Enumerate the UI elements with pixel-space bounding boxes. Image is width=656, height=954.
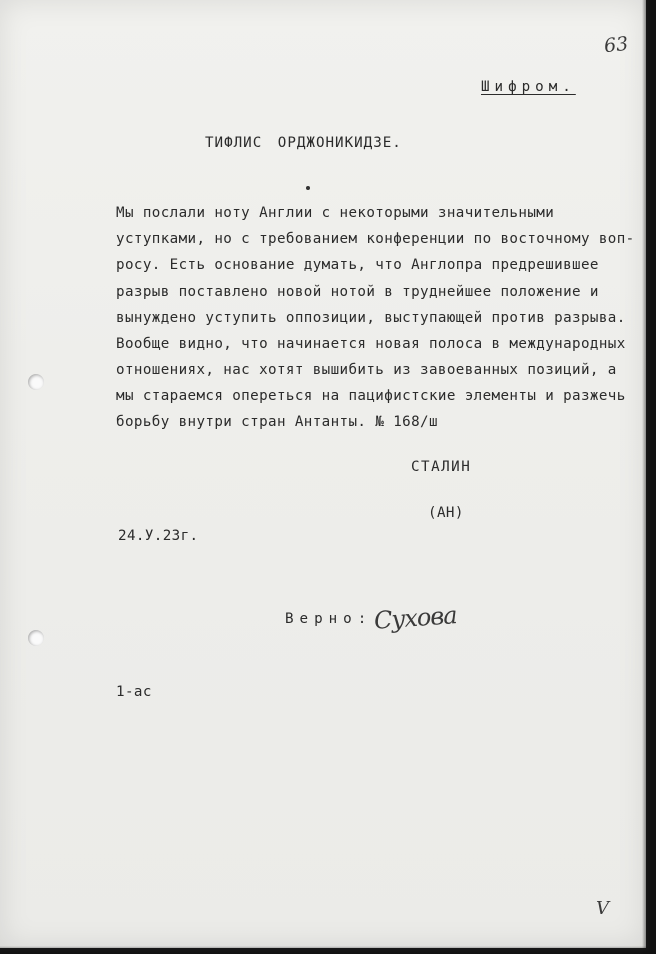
body-line: разрыв поставлено новой нотой в труднейшее положение и bbox=[116, 284, 599, 300]
body-line: вынуждено уступить оппозиции, выступающей против разрыва. bbox=[116, 310, 626, 326]
body-line: отношениях, нас хотят вышибить из завоеванных позиций, а bbox=[116, 362, 617, 378]
header-code: Шифром. bbox=[481, 79, 576, 95]
scan-edge-shadow bbox=[642, 0, 656, 954]
body-line: Вообще видно, что начинается новая полоса в международных bbox=[116, 336, 626, 352]
scan-bottom-shadow bbox=[0, 946, 656, 954]
certified-label: Верно: bbox=[285, 611, 373, 627]
punch-hole bbox=[28, 374, 44, 390]
body-line: росу. Есть основание думать, что Англопра предрешившее bbox=[116, 257, 599, 273]
copy-note: 1-ас bbox=[116, 684, 152, 700]
body-line: мы стараемся опереться на пацифистские элементы и разжечь bbox=[116, 388, 626, 404]
body-line: Мы послали ноту Англии с некоторыми значительными bbox=[116, 205, 555, 221]
signature-name: СТАЛИН bbox=[411, 459, 472, 475]
punch-hole bbox=[28, 630, 44, 646]
body-line: борьбу внутри стран Антанты. № 168/ш bbox=[116, 414, 438, 430]
document-date: 24.У.23г. bbox=[118, 528, 199, 544]
signature-initials: (АН) bbox=[428, 505, 464, 521]
page-number: 63 bbox=[602, 32, 630, 58]
margin-mark: V bbox=[596, 898, 609, 919]
stray-dot bbox=[306, 186, 310, 190]
handwritten-signature: Сухова bbox=[373, 601, 458, 635]
body-line: уступками, но с требованием конференции по восточному воп- bbox=[116, 231, 635, 247]
addressee: ТИФЛИС ОРДЖОНИКИДЗЕ. bbox=[205, 135, 402, 151]
